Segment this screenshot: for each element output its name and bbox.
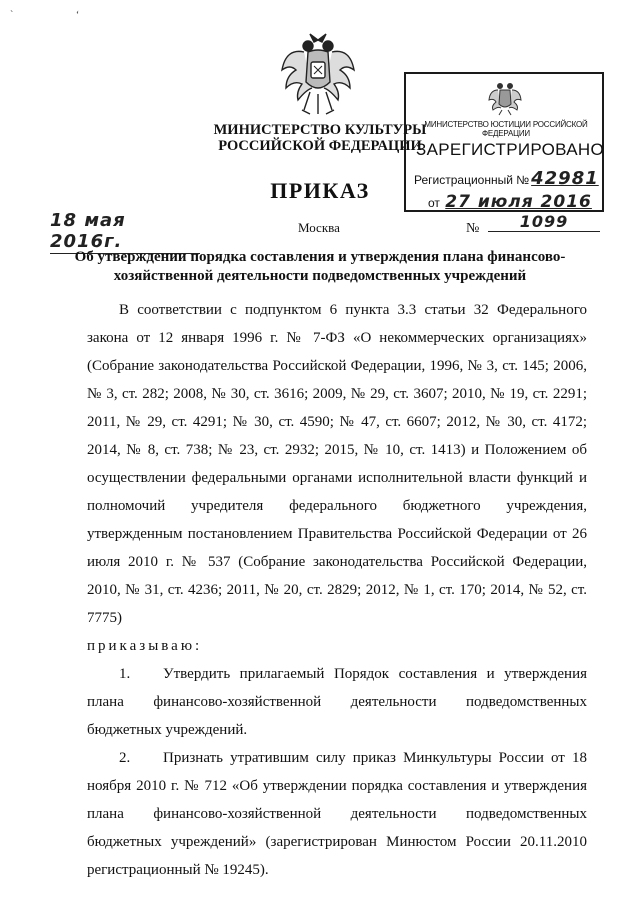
- document-body: [87, 296, 587, 884]
- stamp-ministry: МИНИСТЕРСТВО ЮСТИЦИИ РОССИЙСКОЙ ФЕДЕРАЦИИ: [424, 120, 588, 138]
- document-date: 18 мая 2016г.: [50, 210, 200, 254]
- item-text: Утвердить прилагаемый Порядок составления и утверждения плана финансово-хозяйственной деятельности подведомственных бюджетных учреждений.: [87, 666, 587, 738]
- stamp-reg-line: [414, 168, 599, 189]
- document-city: Москва: [298, 220, 340, 235]
- document-subject: Об утверждении порядка составления и утверждения плана финансово-хозяйственной деятельности подведомственных учреждений: [74, 249, 566, 284]
- preamble-paragraph: В соответствии с подпунктом 6 пункта 3.3 статьи 32 Федерального закона от 12 января 1996 г. № 7-ФЗ «О некоммерческих организациях» (Собрание законодательства Российской Федерации, 1996, № 3, ст. 145; 2006, № 3, ст. 282; 2008, № 30, ст. 3616; 2009, № 29, ст. 3607; 2010, № 19, ст. 2291; 2011, № 29, ст. 4291; № 30, ст. 4590; № 47, ст. 6607; 2012, № 30, ст. 4172; 2014, № 8, ст. 738; № 23, ст. 2932; 2015, № 10, ст. 1413) и Положением об осуществлении федеральными органами исполнительной власти функций и полномочий учредителя федерального бюджетного учреждения, утвержденным постановлением Правительства Российской Федерации от 26 июля 2010 г. № 537 (Собрание законодательства Российской Федерации, 2010, № 31, ст. 4236; 2011, № 20, ст. 2829; 2012, № 1, ст. 170; 2014, № 52, ст. 7775): [87, 302, 587, 626]
- order-item-1: [87, 660, 587, 744]
- stamp-emblem-icon: [488, 80, 522, 116]
- item-number: 2.: [119, 750, 131, 766]
- stamp-date-line: [428, 192, 592, 212]
- stamp-status: ЗАРЕГИСТРИРОВАНО: [416, 140, 604, 159]
- document-title: ПРИКАЗ: [270, 178, 370, 203]
- scan-marks: ` ‘: [10, 10, 110, 21]
- stamp-date-value: 27 июля 2016: [445, 192, 592, 212]
- order-word: приказываю:: [87, 638, 203, 654]
- stamp-date-label: от: [428, 196, 440, 210]
- ministry-line-1: МИНИСТЕРСТВО КУЛЬТУРЫ: [213, 122, 427, 138]
- item-number: 1.: [119, 666, 131, 682]
- order-item-2: [87, 744, 587, 884]
- coat-of-arms-icon: [280, 30, 356, 118]
- ministry-line-2: РОССИЙСКОЙ ФЕДЕРАЦИИ: [218, 138, 422, 154]
- stamp-reg-number: 42981: [531, 168, 599, 189]
- item-text: Признать утратившим силу приказ Минкультуры России от 18 ноября 2010 г. № 712 «Об утверждении порядка составления и утверждения плана финансово-хозяйственной деятельности подведомственных бюджетных учреждений» (зарегистрирован Минюстом России 20.11.2010 регистрационный № 19245).: [87, 750, 587, 878]
- stamp-reg-label: Регистрационный №: [414, 173, 530, 187]
- document-number-label: №: [466, 221, 480, 236]
- document-number: 1099: [488, 212, 600, 232]
